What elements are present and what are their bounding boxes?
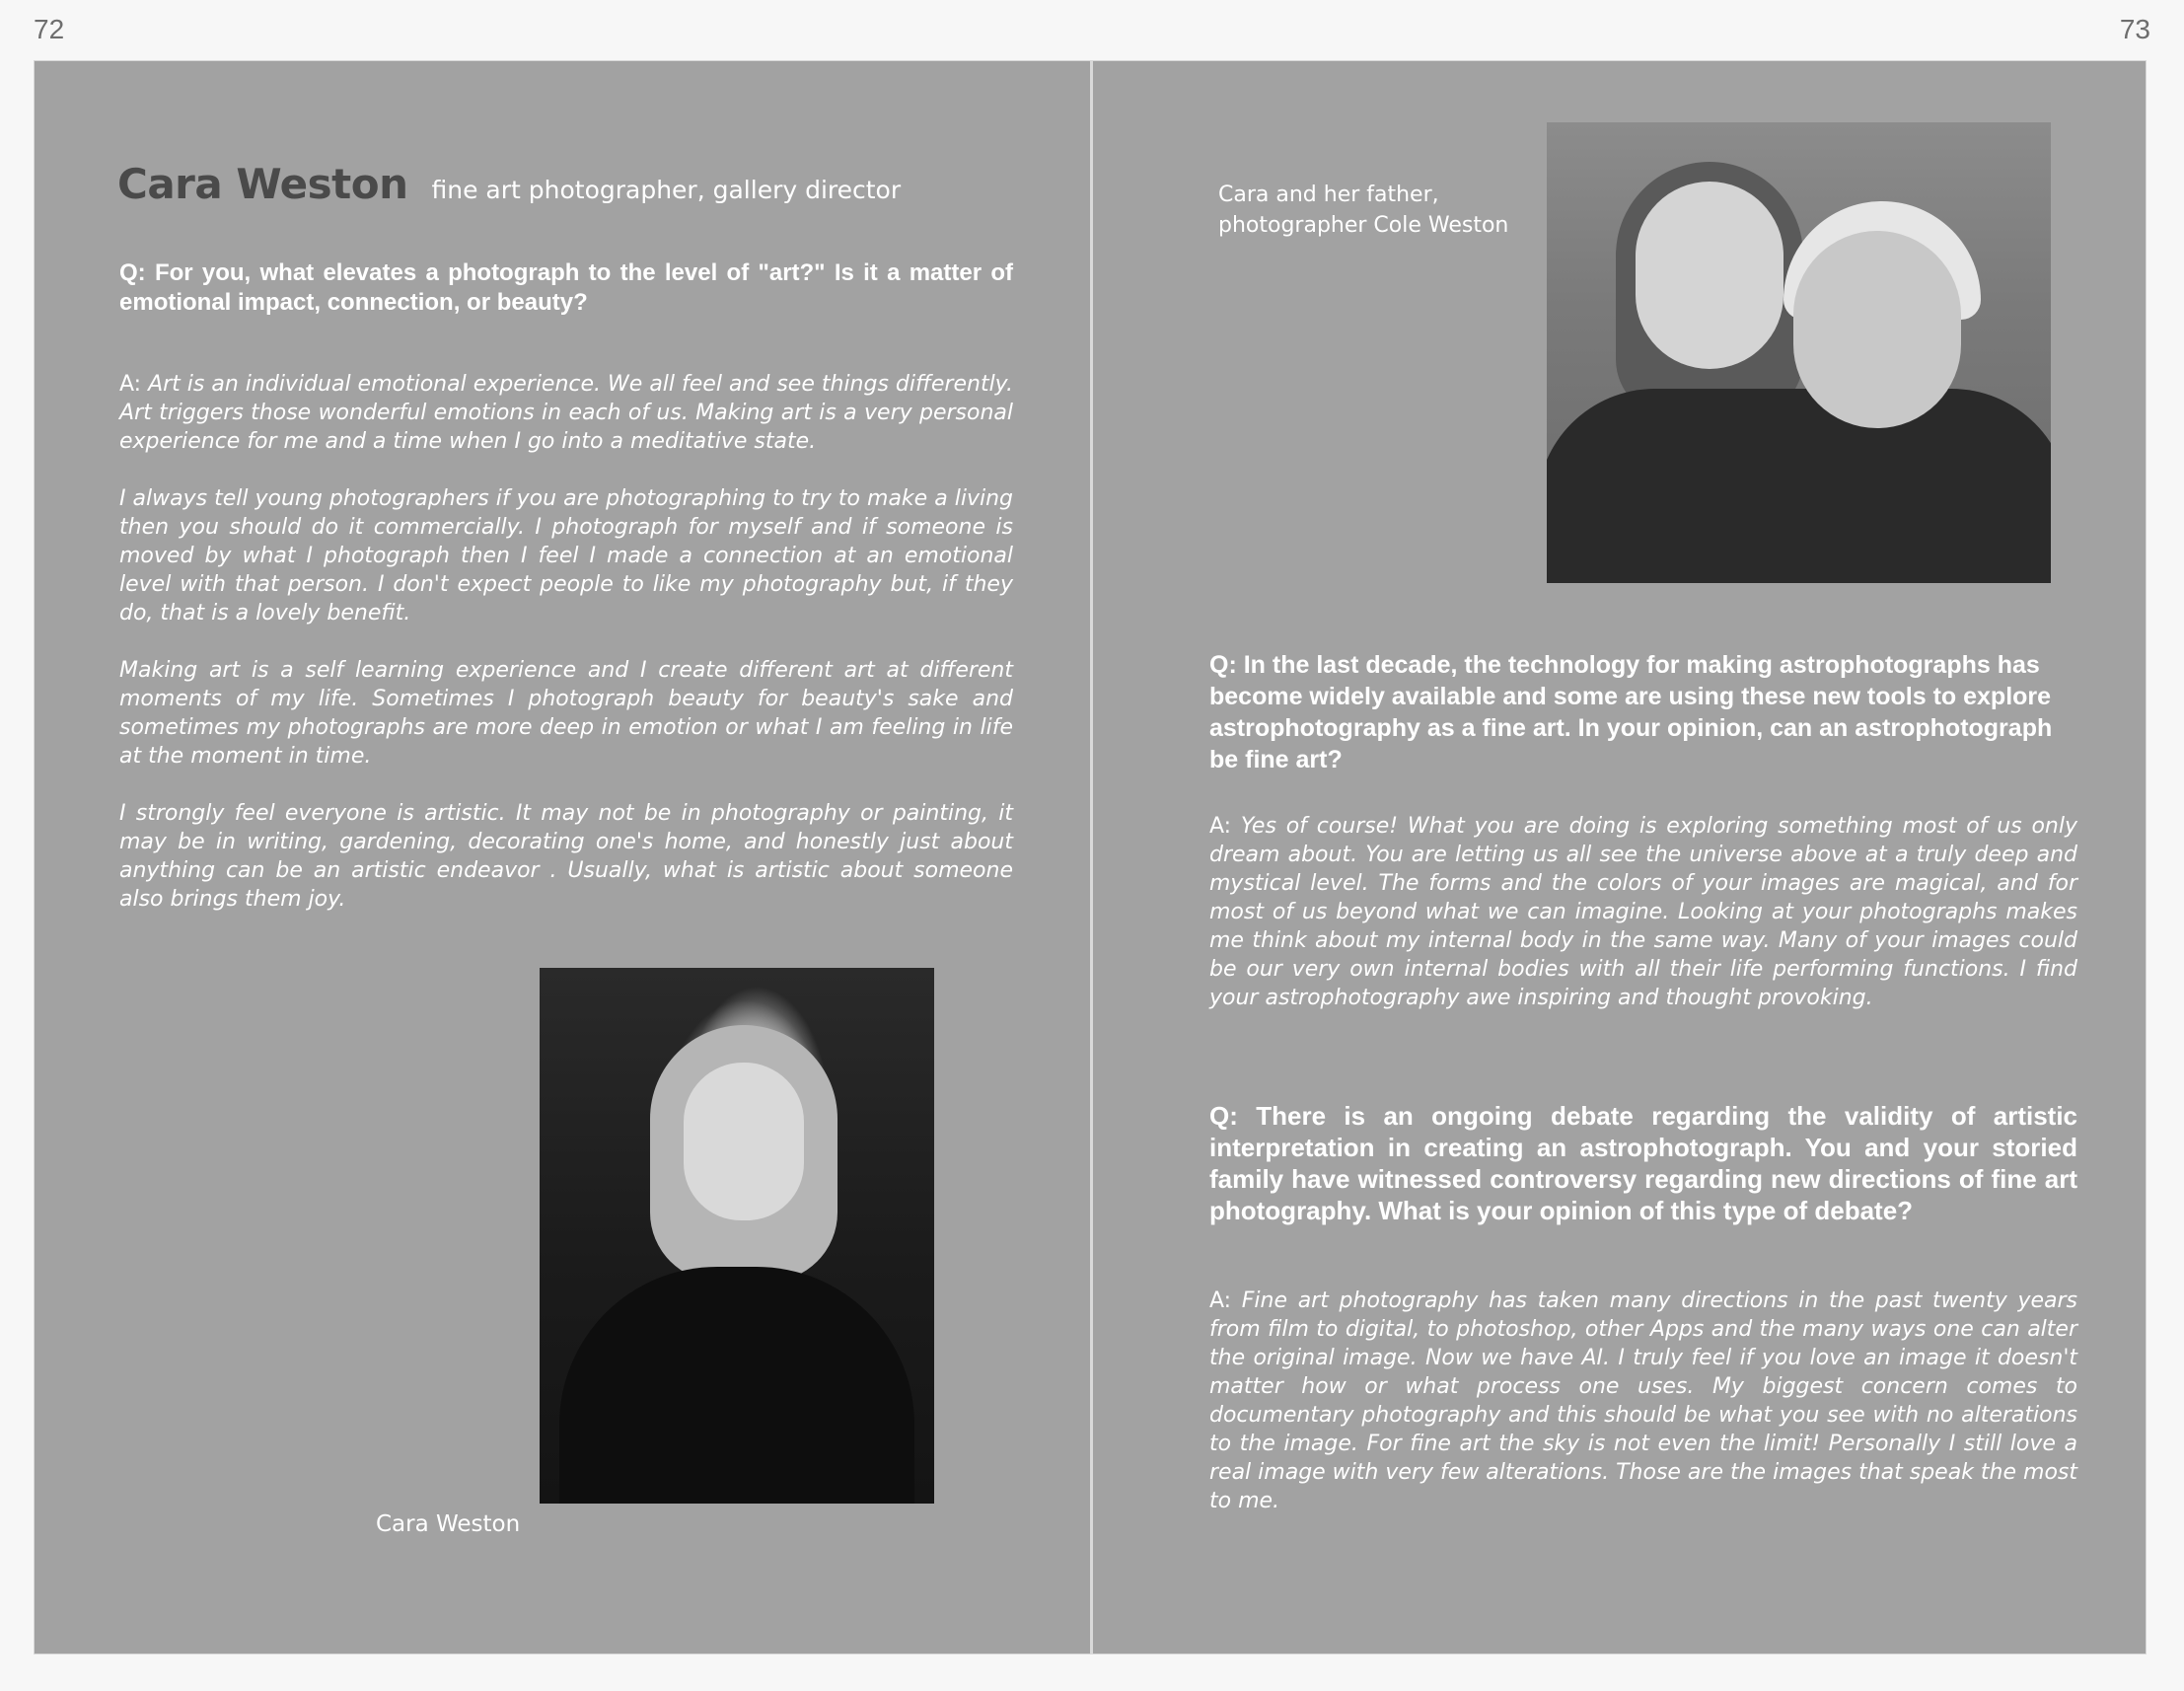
answer-3-paragraph: [1209, 1287, 2077, 1515]
interviewee-role: fine art photographer, gallery director: [431, 176, 902, 204]
question-2: Q: In the last decade, the technology for making astrophotographs has become widely available and some are using these new tools to explore astrophotography as a fine art. In your opinion, can an astrophotograph be fine art?: [1209, 651, 2053, 773]
father-daughter-photo: [1547, 122, 2051, 583]
page-number-left: 72: [34, 14, 65, 44]
duo-photo-caption: [1218, 180, 1508, 241]
answer-3-text: Fine art photography has taken many directions in the past twenty years from film to digital, to photoshop, other Apps and the many ways one can alter the original image. Now we have AI. I truly feel if you love an image it doesn't matter how or what process one uses. My biggest concern comes to documentary photography and this should be what you see with no alterations to the image. For fine art the sky is not even the limit! Personally I still love a real image with very few alterations. Those are the images that speak the most to me.: [1209, 1288, 2077, 1513]
answer-1: [119, 370, 1013, 914]
photo-face-shape: [1793, 231, 1961, 428]
answer-prefix: A:: [119, 372, 149, 397]
photo-face-shape: [1636, 182, 1784, 369]
answer-2: [1209, 812, 2077, 1012]
answer-prefix: A:: [1209, 814, 1241, 839]
answer-1-paragraph-2: I always tell young photographers if you are photographing to try to make a living then you should do it commercially. I photograph for myself and if someone is moved by what I photograph then I feel I made a connection at an emotional level with that person. I don't expect people to like my photography but, if they do, that is a lovely benefit.: [119, 486, 1013, 625]
portrait-photo: [540, 968, 934, 1504]
interviewee-name: Cara Weston: [117, 160, 408, 208]
page-gutter: [1090, 61, 1093, 1654]
answer-1-paragraph-4: I strongly feel everyone is artistic. It may not be in photography or painting, it may be in writing, gardening, decorating one's home, and honestly just about anything can be an artistic endeavor . Usually, what is artistic about someone also brings them joy.: [119, 801, 1013, 912]
portrait-caption: Cara Weston: [376, 1511, 521, 1537]
header-row: [117, 160, 901, 208]
answer-3: [1209, 1287, 2077, 1515]
photo-body-shape: [559, 1267, 914, 1504]
answer-2-text: Yes of course! What you are doing is exploring something most of us only dream about. You are letting us all see the universe above at a truly deep and mystical level. The forms and the colors of your images are magical, and for most of us beyond what we can imagine. Looking at your photographs makes me think about my internal body in the same way. Many of your images could be our very own internal bodies with all their life performing functions. I find your astrophotography awe inspiring and thought provoking.: [1209, 814, 2078, 1010]
answer-2-paragraph: [1209, 812, 2077, 1012]
photo-face-shape: [684, 1063, 804, 1220]
duo-caption-line-2: photographer Cole Weston: [1218, 213, 1509, 238]
question-1: Q: For you, what elevates a photograph to the level of "art?" Is it a matter of emotional impact, connection, or beauty?: [119, 259, 1013, 316]
answer-prefix: A:: [1209, 1288, 1242, 1313]
answer-1-paragraph-3: Making art is a self learning experience and I create different art at different moments of my life. Sometimes I photograph beauty for beauty's sake and sometimes my photographs are more deep in emotion or what I am feeling in life at the moment in time.: [119, 658, 1013, 769]
duo-caption-line-1: Cara and her father,: [1218, 183, 1439, 207]
question-3: Q: There is an ongoing debate regarding the validity of artistic interpretation in creating an astrophotograph. You and your storied family have witnessed controversy regarding new directions of fine art photography. What is your opinion of this type of debate?: [1209, 1101, 2077, 1225]
photo-body-shape: [1547, 389, 2051, 583]
answer-1-paragraph-1: [119, 370, 1013, 456]
answer-1-text-1: Art is an individual emotional experience. We all feel and see things differently. Art triggers those wonderful emotions in each of us. Making art is a very personal experience for me and a time when I go into a meditative state.: [119, 372, 1013, 454]
page-number-right: 73: [2119, 14, 2150, 44]
